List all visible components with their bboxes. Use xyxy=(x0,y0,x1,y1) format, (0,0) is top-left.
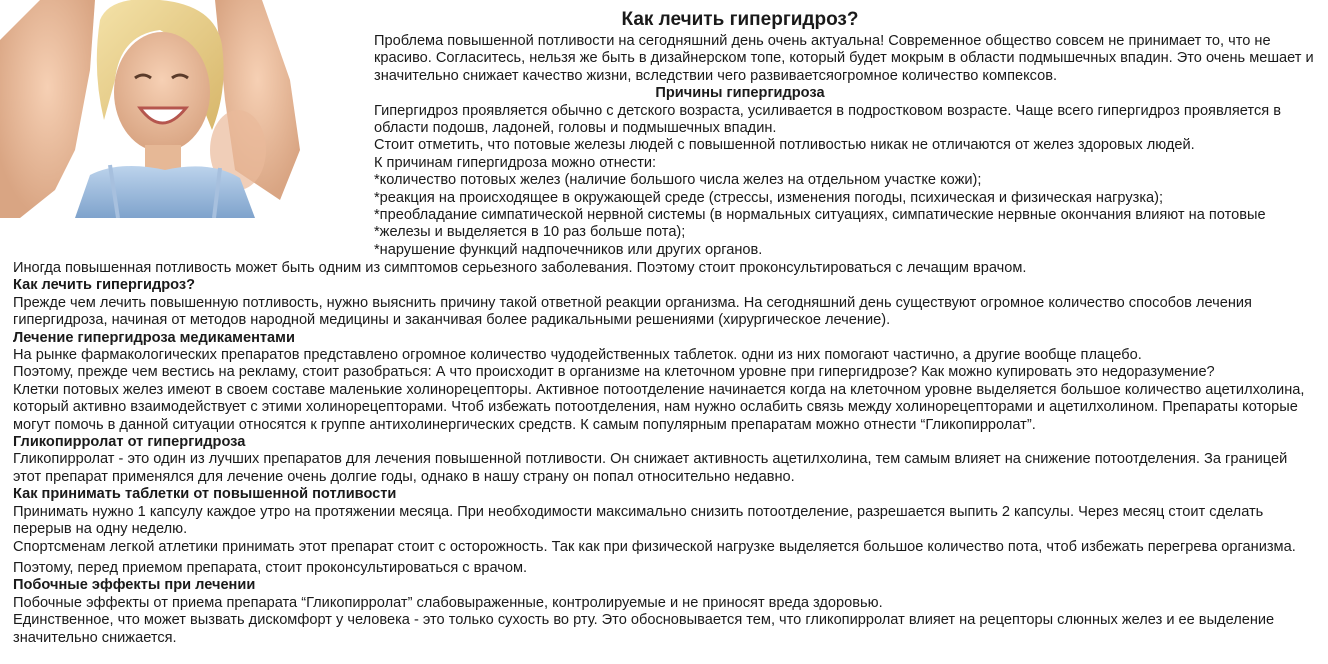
causes-paragraph-3: К причинам гипергидроза можно отнести: xyxy=(374,154,657,171)
photo-illustration xyxy=(0,0,360,218)
medication-heading: Лечение гипергидроза медикаментами xyxy=(13,329,295,346)
main-section xyxy=(13,260,1318,647)
medication-paragraph-2: Поэтому, прежде чем вестись на рекламу, стоит разобраться: А что происходит в организме на клеточном уровне при гипергидрозе? Как можно купировать это недоразумение? xyxy=(13,364,1215,381)
glycopyrrolate-heading: Гликопирролат от гипергидроза xyxy=(13,434,246,451)
causes-heading: Причины гипергидроза xyxy=(655,85,825,102)
glycopyrrolate-paragraph: Гликопирролат - это один из лучших препаратов для лечения повышенной потливости. Он снижает активность ацетилхолина, тем самым влияет на снижение потоотделения. За границей этот препарат применялся для лечение очень долгие годы, однако в нашу страну он попал относительно недавно. xyxy=(13,451,1288,485)
cause-item: *реакция на происходящее в окружающей среде (стрессы, изменения погоды, психическая и физическая нагрузка); xyxy=(374,189,1164,206)
dosage-paragraph-2: Спортсменам легкой атлетики принимать этот препарат стоит с осторожность. Так как при физической нагрузке выделяется большое количество пота, чтоб избежать перегрева организма. xyxy=(13,538,1296,555)
side-effects-heading: Побочные эффекты при лечении xyxy=(13,577,256,594)
cause-item: *количество потовых желез (наличие большого числа желез на отдельном участке кожи); xyxy=(374,172,982,189)
how-to-treat-paragraph: Прежде чем лечить повышенную потливость, нужно выяснить причину такой ответной реакции организма. На сегодняшний день существуют огромное количество способов лечения гипергидроза, начиная от методов народной медицины и заканчивая более радикальными решениями (хирургическое лечение). xyxy=(13,294,1252,329)
cause-item: *преобладание симпатической нервной системы (в нормальных ситуациях, симпатические нервные окончания влияют на потовые *железы и выделяется в 10 раз больше пота); xyxy=(374,207,1266,241)
intro-paragraph: Проблема повышенной потливости на сегодняшний день очень актуальна! Современное общество совсем не принимает то, что не красиво. Согласитесь, нельзя же быть в дизайнерском топе, который будет мокрым в области подмышечных впадин. Это очень мешает и значительно снижает качество жизни, вследствии чего развиваетсяогромное количество компексов. xyxy=(374,33,1314,84)
woman-raising-arms-photo xyxy=(0,0,360,218)
intro-section xyxy=(374,33,1314,259)
side-effects-paragraph-1: Побочные эффекты от приема препарата “Гликопирролат” слабовыраженные, контролируемые и не приносят вреда здоровью. xyxy=(13,594,883,611)
how-to-treat-heading: Как лечить гипергидроз? xyxy=(13,277,196,294)
dosage-paragraph-3: Поэтому, перед приемом препарата, стоит проконсультироваться с врачом. xyxy=(13,559,528,576)
medication-paragraph-1: На рынке фармакологических препаратов представлено огромное количество чудодейственных таблеток. одни из них помогают частично, а другие вообще плацебо. xyxy=(13,347,1142,364)
causes-paragraph-1: Гипергидроз проявляется обычно с детского возраста, усиливается в подростковом возрасте. Чаще всего гипергидроз проявляется в области подошв, ладоней, головы и подмышечных впадин. xyxy=(374,102,1281,137)
medication-paragraph-3: Клетки потовых желез имеют в своем составе маленькие холинорецепторы. Активное потоотделение начинается когда на клеточном уровне выделяется большое количество ацетилхолина, который активно взаимодействует с этими холинорецепторами. Чтоб избежать потоотделения, нам нужно ослабить связь между холинорецепторами и ацетилхолином. Препараты которые могут помочь в данной ситуации относятся к группе антихолинергических средств. К самым популярным препаратам можно отнести “Гликопирролат”. xyxy=(13,381,1305,433)
symptom-paragraph: Иногда повышенная потливость может быть одним из симптомов серьезного заболевания. Поэтому стоит проконсультироваться с лечащим врачом. xyxy=(13,260,1027,276)
dosage-paragraph-1: Принимать нужно 1 капсулу каждое утро на протяжении месяца. При необходимости максимально снизить потоотделение, разрешается выпить 2 капсулы. Через месяц стоит сделать перерыв на одну неделю. xyxy=(13,503,1264,538)
causes-paragraph-2: Стоит отметить, что потовые железы людей с повышенной потливостью никак не отличаются от желез здоровых людей. xyxy=(374,137,1195,154)
dosage-heading: Как принимать таблетки от повышенной потливости xyxy=(13,486,397,503)
cause-item: *нарушение функций надпочечников или других органов. xyxy=(374,241,763,258)
page-title: Как лечить гипергидроз? xyxy=(621,9,859,30)
side-effects-paragraph-2: Единственное, что может вызвать дискомфорт у человека - это только сухость во рту. Это обосновывается тем, что гликопирролат влияет на рецепторы слюнных желез и ее выделение значительно снижается. xyxy=(13,612,1275,646)
